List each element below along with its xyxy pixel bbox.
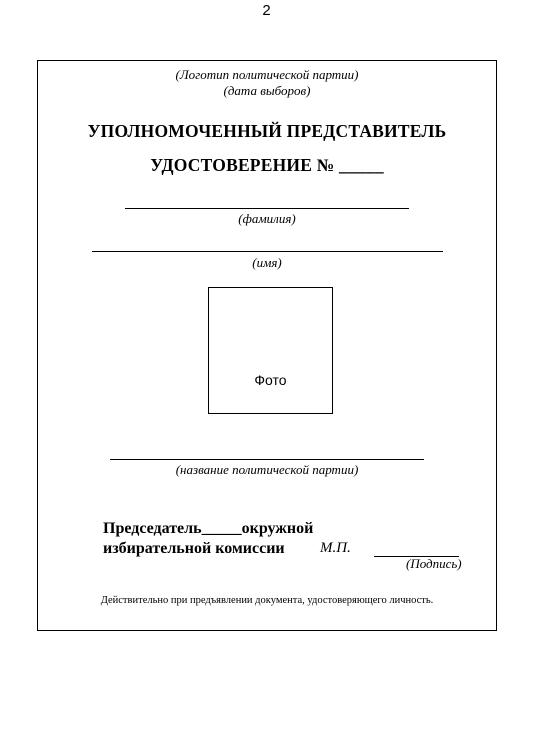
district-label: окружной xyxy=(241,520,314,537)
certificate-number-line xyxy=(37,155,497,176)
party-name-caption: (название политической партии) xyxy=(175,462,359,477)
surname-line xyxy=(125,208,409,209)
party-name-line xyxy=(110,459,424,460)
certificate-number-label: УДОСТОВЕРЕНИЕ № xyxy=(150,155,335,175)
chairman-line-1 xyxy=(103,519,313,539)
signature-caption: (Подпись) xyxy=(406,556,462,571)
page-number: 2 xyxy=(262,2,271,19)
commission-chairman-block xyxy=(103,519,313,559)
photo-box xyxy=(208,287,333,414)
chairman-label: Председатель xyxy=(103,520,202,537)
document-title: УПОЛНОМОЧЕННЫЙ ПРЕДСТАВИТЕЛЬ xyxy=(87,121,447,141)
validity-note: Действительно при предъявлении документа, удостоверяющего личность. xyxy=(100,595,434,606)
election-date-placeholder: (дата выборов) xyxy=(223,83,311,98)
name-line xyxy=(92,251,443,252)
district-number-blank: _____ xyxy=(201,520,242,537)
chairman-line-2: избирательной комиссии xyxy=(103,540,285,557)
stamp-mark: М.П. xyxy=(320,540,351,556)
surname-caption: (фамилия) xyxy=(238,211,296,226)
name-caption: (имя) xyxy=(252,255,282,270)
logo-placeholder: (Логотип политической партии) xyxy=(175,67,359,82)
certificate-number-blank: _____ xyxy=(339,155,384,175)
photo-label: Фото xyxy=(254,372,287,388)
